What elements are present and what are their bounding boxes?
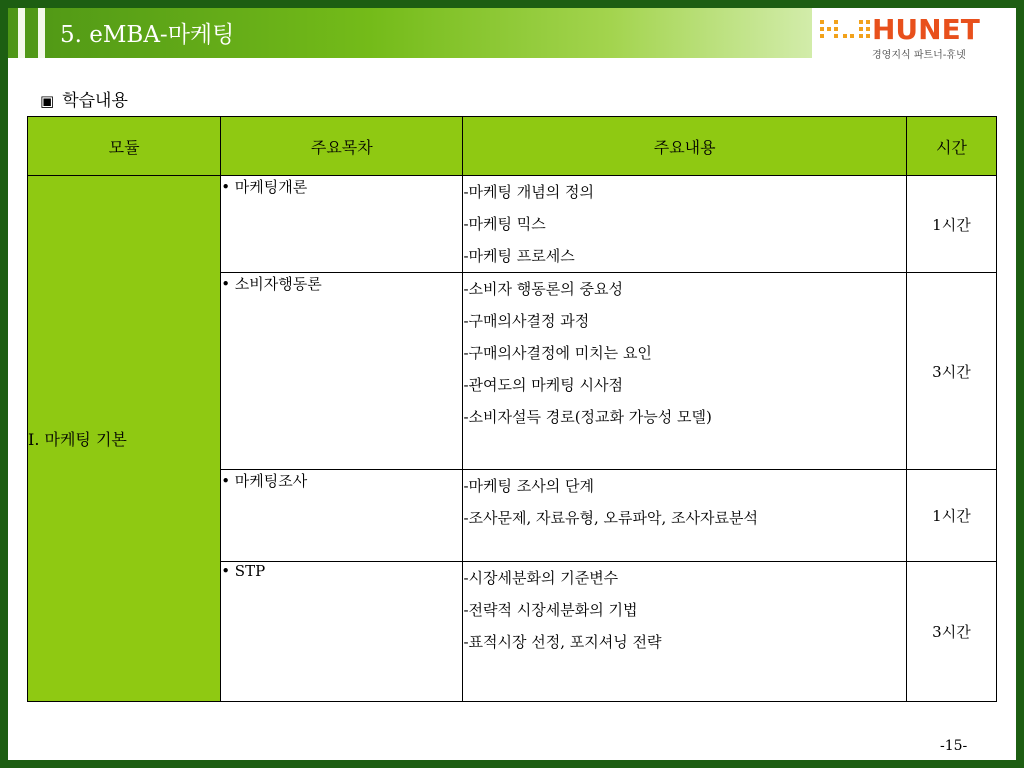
page-number: -15- xyxy=(940,738,968,754)
slide-title: 5. eMBA-마케팅 xyxy=(60,22,235,48)
table-header-row xyxy=(28,117,997,176)
topic-cell: • 소비자행동론 xyxy=(221,273,463,470)
content-line: -구매의사결정 과정 xyxy=(463,312,590,330)
content-line: -구매의사결정에 미치는 요인 xyxy=(463,344,652,362)
content-line: -마케팅 믹스 xyxy=(463,215,546,233)
time-cell: 1시간 xyxy=(906,176,996,273)
content-line: -소비자 행동론의 중요성 xyxy=(463,280,623,298)
topic-cell: • 마케팅개론 xyxy=(221,176,463,273)
square-bullet-icon: ▣ xyxy=(40,92,55,110)
curriculum-table xyxy=(27,116,997,702)
content-cell xyxy=(463,176,906,273)
frame-bottom xyxy=(0,760,1024,768)
column-header-content: 주요내용 xyxy=(463,117,906,176)
header-accent-bar xyxy=(18,8,25,58)
section-title: 학습내용 xyxy=(62,91,128,111)
topic-cell: • STP xyxy=(221,562,463,702)
logo-wordmark: HUNET xyxy=(872,13,980,46)
frame-right xyxy=(1016,0,1024,768)
time-cell: 1시간 xyxy=(906,470,996,562)
module-cell: Ⅰ. 마케팅 기본 xyxy=(28,176,221,702)
content-line: -전략적 시장세분화의 기법 xyxy=(463,601,638,619)
logo-dots-icon xyxy=(820,18,875,40)
header-accent-bar xyxy=(38,8,45,58)
column-header-module: 모듈 xyxy=(28,117,221,176)
content-line: -표적시장 선정, 포지셔닝 전략 xyxy=(463,633,662,651)
column-header-topic: 주요목차 xyxy=(221,117,463,176)
table-row xyxy=(28,176,997,273)
logo-tagline: 경영지식 파트너-휴넷 xyxy=(872,50,966,61)
content-line: -시장세분화의 기준변수 xyxy=(463,569,619,587)
content-line: -소비자설득 경로(정교화 가능성 모델) xyxy=(463,408,712,426)
time-cell: 3시간 xyxy=(906,273,996,470)
content-line: -마케팅 개념의 정의 xyxy=(463,183,594,201)
topic-cell: • 마케팅조사 xyxy=(221,470,463,562)
content-cell xyxy=(463,470,906,562)
content-line: -마케팅 조사의 단계 xyxy=(463,477,594,495)
content-line: -조사문제, 자료유형, 오류파악, 조사자료분석 xyxy=(463,509,758,527)
logo xyxy=(812,8,1016,63)
content-line: -마케팅 프로세스 xyxy=(463,247,575,265)
content-cell xyxy=(463,273,906,470)
frame-top xyxy=(0,0,1024,8)
content-cell xyxy=(463,562,906,702)
frame-left xyxy=(0,0,8,768)
time-cell: 3시간 xyxy=(906,562,996,702)
content-line: -관여도의 마케팅 시사점 xyxy=(463,376,623,394)
section-heading xyxy=(40,86,128,111)
column-header-time: 시간 xyxy=(906,117,996,176)
